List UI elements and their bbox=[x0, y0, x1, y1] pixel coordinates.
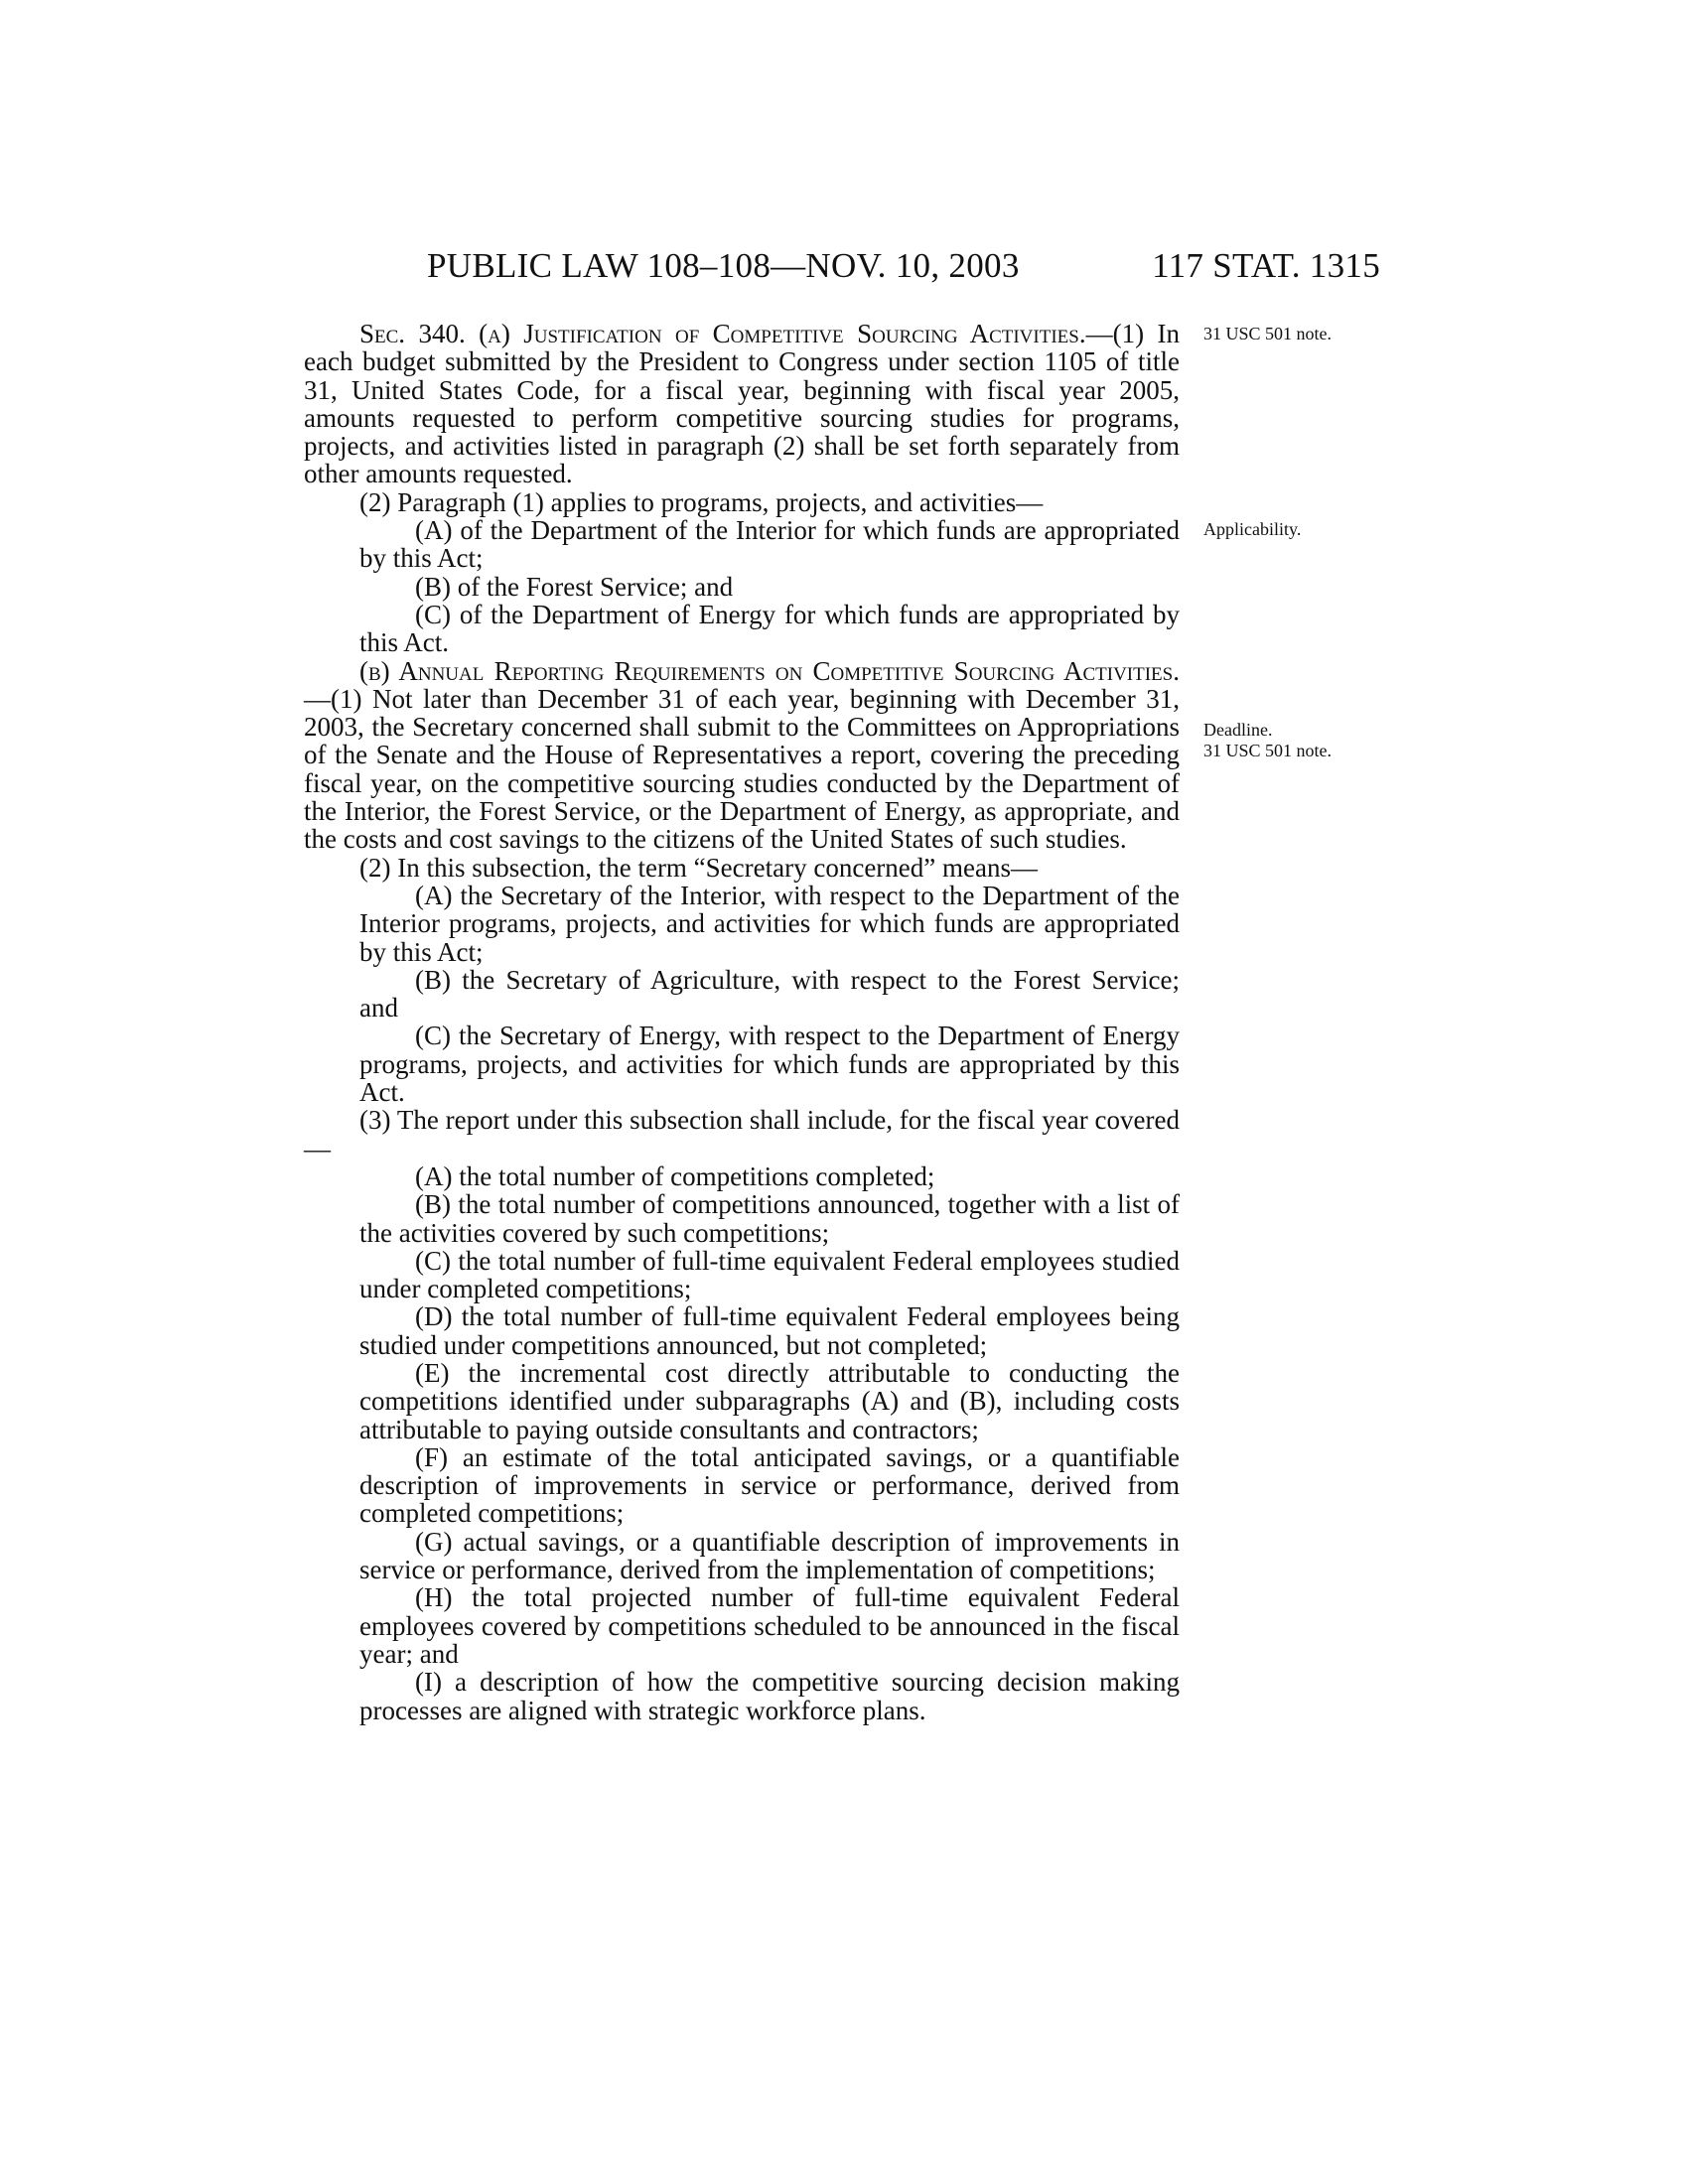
paragraph-b2C: (C) the Secretary of Energy, with respect to the Department of Energy programs, projects, and activities for which funds are appropriated by this Act. bbox=[359, 1021, 1180, 1108]
paragraph-a1 bbox=[304, 320, 1180, 488]
paragraph-b3A: (A) the total number of competitions completed; bbox=[415, 1160, 935, 1191]
paragraph-b3H: (H) the total projected number of full-time equivalent Federal employees covered by competitions scheduled to be announced in the fiscal year; and bbox=[359, 1582, 1180, 1669]
paragraph-a2: (2) Paragraph (1) applies to programs, projects, and activities— bbox=[359, 486, 1044, 517]
margin-note-deadline-usc: 31 USC 501 note. bbox=[1203, 741, 1333, 760]
subsection-b-heading: (b) Annual Reporting Requirements on Competitive Sourcing Activities. bbox=[359, 655, 1180, 686]
paragraph-b2: (2) In this subsection, the term “Secretary concerned” means— bbox=[359, 852, 1038, 883]
paragraph-b3C: (C) the total number of full-time equivalent Federal employees studied under completed competitions; bbox=[359, 1245, 1180, 1304]
paragraph-b3B: (B) the total number of competitions announced, together with a list of the activities covered by such competitions; bbox=[359, 1189, 1180, 1248]
paragraph-a2B: (B) of the Forest Service; and bbox=[415, 571, 734, 602]
margin-note-applicability: Applicability. bbox=[1203, 519, 1302, 539]
header-stat-citation: 117 STAT. 1315 bbox=[1152, 246, 1380, 285]
paragraph-b3D: (D) the total number of full-time equivalent Federal employees being studied under competitions announced, but not completed; bbox=[359, 1301, 1180, 1360]
section-body bbox=[304, 320, 1180, 1724]
paragraph-a1-text: —(1) In each budget submitted by the President to Congress under section 1105 of title 31, United States Code, for a fiscal year, beginning with fiscal year 2005, amounts requested to perform competitive sourcing studies for programs, projects, and activities listed in paragraph (2) shall be set forth separately from other amounts requested. bbox=[304, 319, 1180, 489]
margin-note-deadline-label: Deadline. bbox=[1203, 720, 1273, 740]
paragraph-b3: (3) The report under this subsection shall include, for the fiscal year covered— bbox=[304, 1105, 1180, 1163]
paragraph-b1 bbox=[304, 657, 1180, 854]
paragraph-a2A: (A) of the Department of the Interior for which funds are appropriated by this Act; bbox=[359, 515, 1180, 574]
subsection-a-heading: (a) Justification of Competitive Sourcing Activities. bbox=[479, 319, 1086, 348]
margin-note-usc: 31 USC 501 note. bbox=[1203, 324, 1333, 343]
page-header bbox=[427, 246, 1380, 290]
paragraph-a2C: (C) of the Department of Energy for which funds are appropriated by this Act. bbox=[359, 599, 1180, 658]
paragraph-b2B: (B) the Secretary of Agriculture, with respect to the Forest Service; and bbox=[359, 964, 1180, 1024]
paragraph-b3I: (I) a description of how the competitive sourcing decision making processes are aligned with strategic workforce plans. bbox=[359, 1667, 1180, 1725]
paragraph-b1-text: —(1) Not later than December 31 of each year, beginning with December 31, 2003, the Secretary concerned shall submit to the Committees on Appropriations of the Senate and the House of Representatives a report, covering the preceding fiscal year, on the competitive sourcing studies conducted by the Department of the Interior, the Forest Service, or the Department of Energy, as appropriate, and the costs and cost savings to the citizens of the United States of such studies. bbox=[304, 683, 1180, 855]
section-number: Sec. 340. bbox=[359, 319, 466, 348]
header-title: PUBLIC LAW 108–108—NOV. 10, 2003 bbox=[427, 246, 1020, 285]
paragraph-b3G: (G) actual savings, or a quantifiable description of improvements in service or performance, derived from the implementation of competitions; bbox=[359, 1526, 1180, 1585]
paragraph-b2A: (A) the Secretary of the Interior, with respect to the Department of the Interior programs, projects, and activities for which funds are appropriated by this Act; bbox=[359, 880, 1180, 967]
margin-note-deadline bbox=[1203, 720, 1332, 761]
paragraph-b3E: (E) the incremental cost directly attributable to conducting the competitions identified under subparagraphs (A) and (B), including costs attributable to paying outside consultants and contractors; bbox=[359, 1357, 1180, 1444]
paragraph-b3F: (F) an estimate of the total anticipated savings, or a quantifiable description of improvements in service or performance, derived from completed competitions; bbox=[359, 1441, 1180, 1529]
